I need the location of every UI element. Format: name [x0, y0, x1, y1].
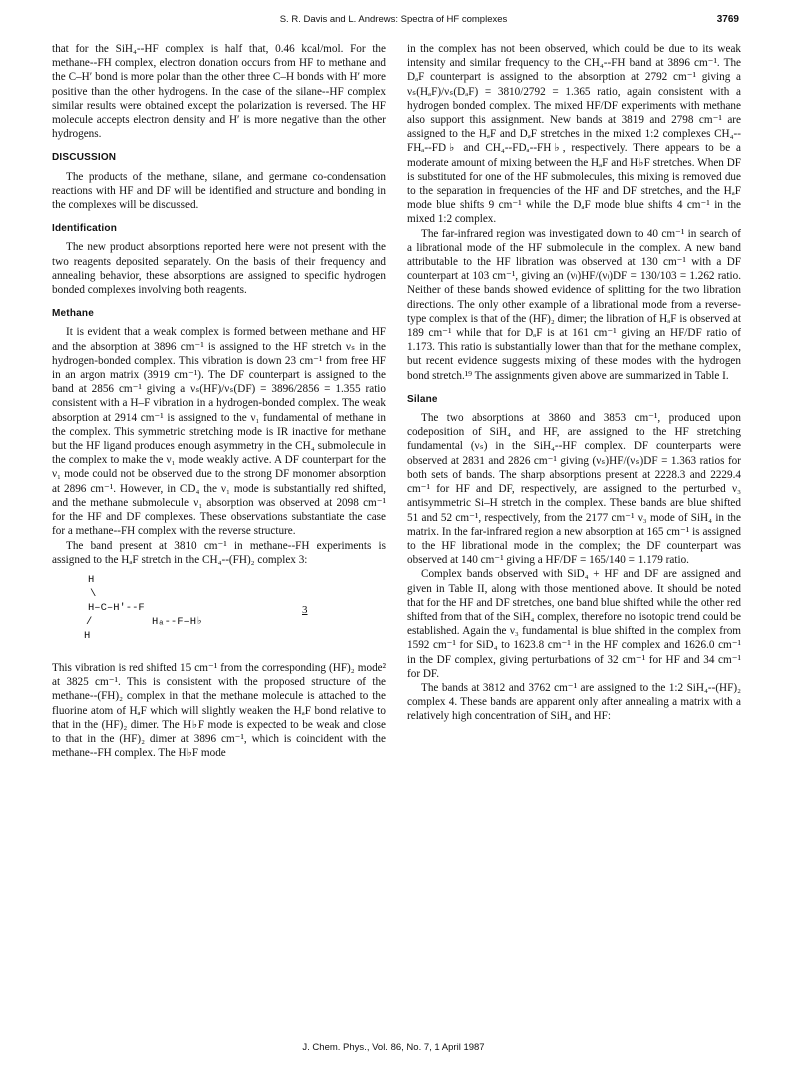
paragraph: The new product absorptions reported here were not present with the two reagents deposited separately. On the basis of their frequency and annealing behavior, these absorptions are assigned to specific hydrogen bonded complexes involving both reagents.: [52, 241, 386, 297]
struct-bond-top: \: [90, 587, 97, 600]
right-column: [407, 42, 741, 724]
struct-hf-chain: Hₐ--F–H♭: [152, 615, 203, 628]
paragraph: The products of the methane, silane, and germane co-condensation reactions with HF and DF will be identified and structure and bonding in the complexes will be discussed.: [52, 170, 386, 212]
left-column: [52, 42, 386, 760]
paragraph: It is evident that a weak complex is formed between methane and HF and the absorption at 3896 cm⁻¹ is assigned to the HF stretch νₛ in the hydrogen-bonded complex. This vibration is down 23 cm⁻¹ from free HF in an argon matrix (3919 cm⁻¹). The DF counterpart is assigned to the band at 2856 cm⁻¹ giving a νₛ(HF)/νₛ(DF) = 3896/2856 = 1.355 ratio consistent with a H–F vibration in a hydrogen-bonded complex. The weak absorption at 2914 cm⁻¹ is assigned to the ν₁ fundamental of methane in the complex. This symmetric stretching mode is IR inactive for methane but the HF ligand produces enough asymmetry in the CH₄ submolecule in the complex to make the ν₁ mode weakly active. A DF counterpart for the ν₁ mode could not be observed due to the strong DF monomer absorption at 2896 cm⁻¹. However, in CD₄ the ν₁ mode is substantially red shifted, and the methane submolecule ν₁ absorption was observed at 2098 cm⁻¹ for the HF and DF complexes. These observations substantiate the case for a methane--FH complex with the reverse structure.: [52, 326, 386, 538]
paragraph: The bands at 3812 and 3762 cm⁻¹ are assigned to the 1:2 SiH₄--(HF)₂ complex 4. These bands are apparent only after annealing a matrix with a relatively high concentration of SiH₄ and HF:: [407, 681, 741, 723]
struct-atom-h-top: H: [88, 573, 95, 586]
subsection-heading-methane: Methane: [52, 308, 94, 320]
subsection-heading-identification: Identification: [52, 223, 118, 235]
paragraph: The two absorptions at 3860 and 3853 cm⁻¹, produced upon codeposition of SiH₄ and HF, are assigned to the HF stretching fundamental (νₛ) in the SiH₄--HF complex. DF counterparts were observed at 2831 and 2826 cm⁻¹ giving (νₛ)HF/(νₛ)DF = 1.363 ratios for both sets of bands. The sharp absorptions present at 2228.3 and 2229.4 cm⁻¹ for HF and DF, respectively, are assigned to the perturbed ν₃ antisymmetric Si–H stretch in the complex. These bands are blue shifted 51 and 52 cm⁻¹, respectively, from the 2177 cm⁻¹ ν₃ mode of SiH₄ in the matrix. In the far-infrared region a new absorption at 165 cm⁻¹ is assigned to the HF librational mode in the complex; the DF counterpart was observed at 140 cm⁻¹ giving a HF/DF = 165/140 = 1.179 ratio.: [407, 412, 741, 567]
subsection-heading-silane: Silane: [407, 393, 438, 405]
chemical-structure-3: [52, 569, 386, 657]
section-heading-discussion: DISCUSSION: [52, 152, 117, 164]
structure-number: 3: [302, 603, 308, 616]
page-number: 3769: [716, 14, 739, 25]
running-header: [0, 14, 787, 30]
journal-footer: J. Chem. Phys., Vol. 86, No. 7, 1 April 1987: [302, 1042, 485, 1053]
struct-bond-bottom: /: [86, 615, 93, 628]
paragraph: The band present at 3810 cm⁻¹ in methane--FH experiments is assigned to the HₐF stretch in the CH₄--(FH)₂ complex 3:: [52, 539, 386, 566]
paragraph: in the complex has not been observed, which could be due to its weak intensity and similar frequency to the CH₄--FH band at 3896 cm⁻¹. The DₐF counterpart is assigned to the absorption at 2792 cm⁻¹ giving a νₛ(HₐF)/νₛ(DₐF) = 3810/2792 = 1.365 ratio, again consistent with a hydrogen bonded complex. The mixed HF/DF experiments with methane also support this assignment. New bands at 3819 and 2798 cm⁻¹ are assigned to the HₐF and DₐF stretches in the mixed 1:2 complexes CH₄--FHₐ--FD♭ and CH₄--FDₐ--FH♭, respectively. There appears to be a moderate amount of mixing between the HₐF and H♭F stretches. When DF is substituted for one of the HF submolecules, this mixing is removed due to the separation in frequencies of the HF and DF stretches, and the HₐF mode blue shifts 9 cm⁻¹ while the DₐF mode blue shifts 4 cm⁻¹ in the mixed 1:2 complex.: [407, 43, 741, 226]
paragraph: Complex bands observed with SiD₄ + HF and DF are assigned and given in Table II, along with those mentioned above. It should be noted that for the HF and DF stretches, one band blue shifted while the other red shifted from that of the SiH₄ complex, therefore no isotopic trend could be established. Again the ν₃ fundamental is blue shifted in the complex from 1592 cm⁻¹ for SiD₄ to 1623.8 cm⁻¹ in the HF complex and 1626.0 cm⁻¹ in the DF complex, giving perturbations of 32 cm⁻¹ for HF and 34 cm⁻¹ for DF.: [407, 568, 741, 680]
paragraph: that for the SiH₄--HF complex is half that, 0.46 kcal/mol. For the methane--FH complex, electron donation occurs from HF to methane and the C–H′ bond is more polar than the other three C–H bonds with H′ more positive than the other hydrogens. In the case of the silane--HF complex similar results were obtained except the polarization is reversed. The HF molecule accepts electron density and H′ is more negative than the other hydrogens.: [52, 43, 386, 141]
struct-atom-h-bottom: H: [84, 629, 91, 642]
running-title: S. R. Davis and L. Andrews: Spectra of HF complexes: [279, 14, 508, 25]
paragraph: The far-infrared region was investigated down to 40 cm⁻¹ in search of a librational mode of the HF submolecule in the complex. A new band attributable to the HF libration was observed at 130 cm⁻¹ with a DF counterpart at 103 cm⁻¹, giving an (νₗ)HF/(νₗ)DF = 130/103 = 1.262 ratio. Neither of these bands showed evidence of splitting for the two libration directions. The only other example of a librational mode from a reverse-type complex is that of the (HF)₂ dimer; the libration of HₐF is observed at 189 cm⁻¹ while that for DₐF is at 161 cm⁻¹ giving an HF/DF ratio of 1.173. This ratio is substantially lower than that for the methane complex, but recent evidence suggests mixing of these modes with the hydrogen bond stretch.¹⁹ The assignments given above are summarized in Table I.: [407, 227, 741, 382]
paragraph: This vibration is red shifted 15 cm⁻¹ from the corresponding (HF)₂ mode² at 3825 cm⁻¹. This is consistent with the proposed structure of the methane--(FH)₂ complex in that the methane molecule is attached to the fluorine atom of HₐF which will slightly weaken the HₐF bond relative to that in the (HF)₂ dimer. The H♭F mode is expected to be weak and close to that in the (HF)₂ dimer at 3896 cm⁻¹, which is coincident with the methane--FH complex. The H♭F mode: [52, 661, 386, 760]
struct-main-chain: H–C–H′--F: [88, 601, 145, 614]
